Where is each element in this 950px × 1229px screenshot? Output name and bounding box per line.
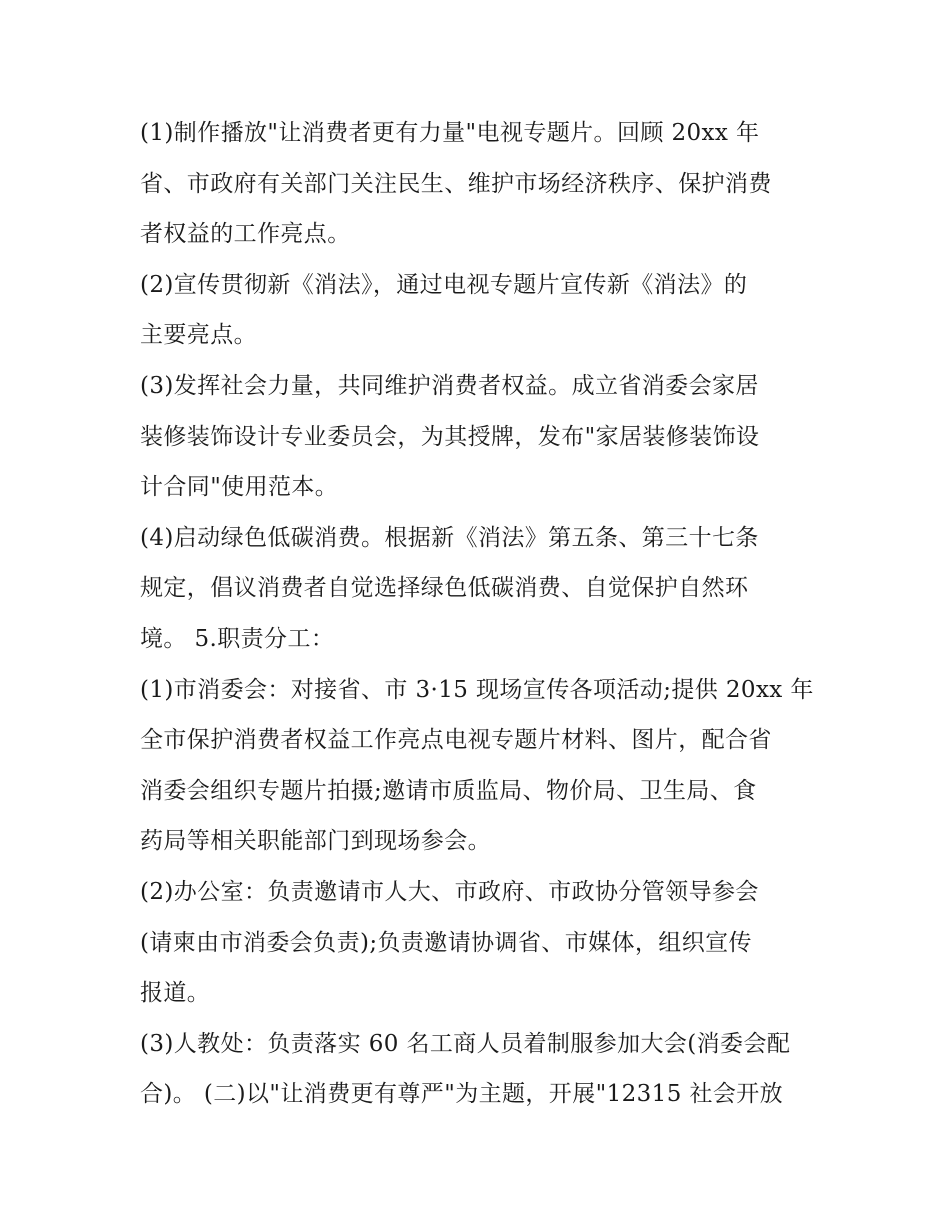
text-line: (2)办公室：负责邀请市人大、市政府、市政协分管领导参会 [140,878,759,905]
text-line: 药局等相关职能部门到现场参会。 [140,828,491,855]
text-line: 境。 5.职责分工： [140,625,335,652]
text-line: (4)启动绿色低碳消费。根据新《消法》第五条、第三十七条 [140,524,759,551]
text-line: (3)人教处：负责落实 60 名工商人员着制服参加大会(消委会配 [140,1030,791,1057]
text-line: (请柬由市消委会负责);负责邀请协调省、市媒体，组织宣传 [140,929,752,956]
text-line: 者权益的工作亮点。 [140,221,351,248]
text-line: 主要亮点。 [140,322,257,349]
text-line: 合)。 (二)以"让消费更有尊严"为主题，开展"12315 社会开放 [140,1081,784,1108]
text-line: 省、市政府有关部门关注民生、维护市场经济秩序、保护消费 [140,170,772,197]
text-line: 全市保护消费者权益工作亮点电视专题片材料、图片，配合省 [140,727,772,754]
text-line: 报道。 [140,980,211,1007]
text-line: 规定，倡议消费者自觉选择绿色低碳消费、自觉保护自然环 [140,575,749,602]
document-body [140,108,820,1120]
text-line: 消委会组织专题片拍摄;邀请市质监局、物价局、卫生局、食 [140,777,757,804]
text-line: (1)制作播放"让消费者更有力量"电视专题片。回顾 20xx 年 [140,120,760,146]
text-line: 装修装饰设计专业委员会，为其授牌，发布"家居装修装饰设 [140,423,760,450]
text-line: (1)市消委会：对接省、市 3·15 现场宣传各项活动;提供 20xx 年 [140,676,814,703]
text-line: (2)宣传贯彻新《消法》，通过电视专题片宣传新《消法》的 [140,271,748,298]
text-line: (3)发挥社会力量，共同维护消费者权益。成立省消委会家居 [140,372,759,399]
text-line: 计合同"使用范本。 [140,474,339,501]
